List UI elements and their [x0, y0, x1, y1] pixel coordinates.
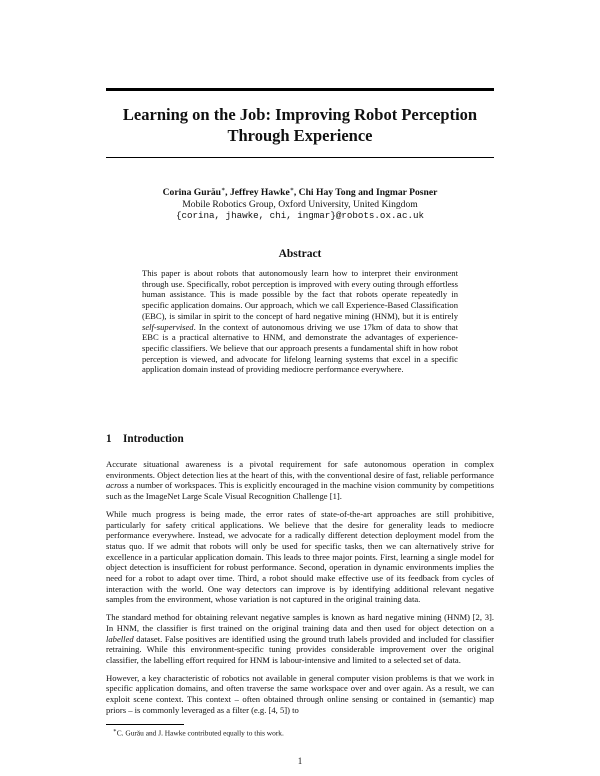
title-top-rule — [106, 88, 494, 91]
equal-contribution-mark-1: ∗ — [221, 187, 226, 193]
paragraph-3-part-2: dataset. False positives are identified using the ground truth labels provided and included for classifier retraining. While this environment-specific tuning provides considerable improvement over the original classifier, the labelling effort required for HNM is labour-intensive and limited to a selected set of data. — [106, 633, 494, 665]
paragraph-3 — [106, 612, 494, 666]
author-1: Corina Gurău — [162, 187, 221, 199]
equal-contribution-mark-2: ∗ — [289, 187, 294, 193]
affiliation: Mobile Robotics Group, Oxford University, United Kingdom — [182, 198, 418, 210]
author-2: , Jeffrey Hawke — [225, 187, 290, 199]
footnote-text: C. Gurău and J. Hawke contributed equally to this work. — [116, 728, 284, 738]
abstract-emphasis: self-supervised — [142, 321, 194, 332]
author-names — [106, 185, 494, 199]
paper-title — [106, 104, 494, 146]
paragraph-1 — [106, 459, 494, 502]
author-block — [106, 185, 494, 222]
section-heading — [106, 433, 184, 445]
section-number: 1 — [106, 433, 112, 445]
abstract-text-part-2: . In the context of autonomous driving we use 17km of data to show that EBC is a practical alternative to HNM, and demonstrate the advantages of experience-specific classifiers. We believe that our approach presents a fundamental shift in how robot perception is viewed, and advocate for lifelong learning systems that excel in a specific application domain instead of providing mediocre performance everywhere. — [142, 321, 458, 375]
paragraph-1-part-1: Accurate situational awareness is a pivotal requirement for safe autonomous operation in complex environments. Object detection lies at the heart of this, with the conventional desire of fast, reliable performance — [106, 459, 494, 480]
title-bottom-rule — [106, 157, 494, 158]
other-authors: , Chi Hay Tong and Ingmar Posner — [293, 187, 438, 199]
section-title: Introduction — [123, 433, 184, 445]
paragraph-4: However, a key characteristic of robotics not available in general computer vision problems is that we work in specific application domains, and often traverse the same workspace over and over again. As a result, we can exploit scene context. This context – often obtained through online sensing or contained in (semantic) map priors – is commonly leveraged as a filter (e.g. [4, 5]) to — [106, 672, 494, 715]
footnote-rule — [106, 724, 184, 725]
paragraph-1-emphasis: across — [106, 480, 129, 491]
abstract-heading: Abstract — [278, 248, 322, 260]
footnote — [113, 727, 284, 737]
paragraph-3-part-1: The standard method for obtaining relevant negative samples is known as hard negative mining (HNM) [2, 3]. In HNM, the classifier is first trained on the original training data and then used for object detection on a — [106, 612, 494, 633]
paper-title-line-2: Through Experience — [227, 126, 373, 145]
paper-title-line-1: Learning on the Job: Improving Robot Perception — [122, 105, 478, 124]
paragraph-1-part-2: a number of workspaces. This is explicitly encouraged in the machine vision community by competitions such as the ImageNet Large Scale Visual Recognition Challenge [1]. — [106, 480, 494, 502]
section-body — [106, 459, 494, 722]
paragraph-2: While much progress is being made, the error rates of state-of-the-art approaches are still prohibitive, particularly for safety critical applications. We believe that the desire for generality leads to mediocre performance everywhere. Instead, we advocate for a radically different detection deployment model from the status quo. If we admit that robots will only be used for specific tasks, then we can alternatively strive for excellence in a particular application domain. This leads to three major points. First, learning a single model for object detection is insufficient for robust performance. Second, operation in dynamic environments implies the need for a robot to adapt over time. Third, a robot should make effective use of its feedback from cycles of interaction with the world. One way detectors can improve is by identifying additional relevant negative samples from the environment, whose variation is not captured in the original training data. — [106, 508, 494, 605]
paragraph-3-emphasis: labelled — [106, 633, 134, 644]
author-emails: {corina, jhawke, chi, ingmar}@robots.ox.ac.uk — [175, 210, 425, 222]
page-number: 1 — [297, 756, 303, 766]
abstract-text — [142, 268, 458, 375]
abstract-text-part-1: This paper is about robots that autonomously learn how to interpret their environment through use. Specifically, robot perception is improved with every outing through effortless human assistance. This is made possible by the fact that robots operate repeatedly in specific application domains. Our approach, which we call Experience-Based Classification (EBC), is similar in spirit to the concept of hard negative mining (HNM), but it is entirely — [142, 268, 458, 321]
footnote-mark: ∗ — [113, 728, 117, 734]
